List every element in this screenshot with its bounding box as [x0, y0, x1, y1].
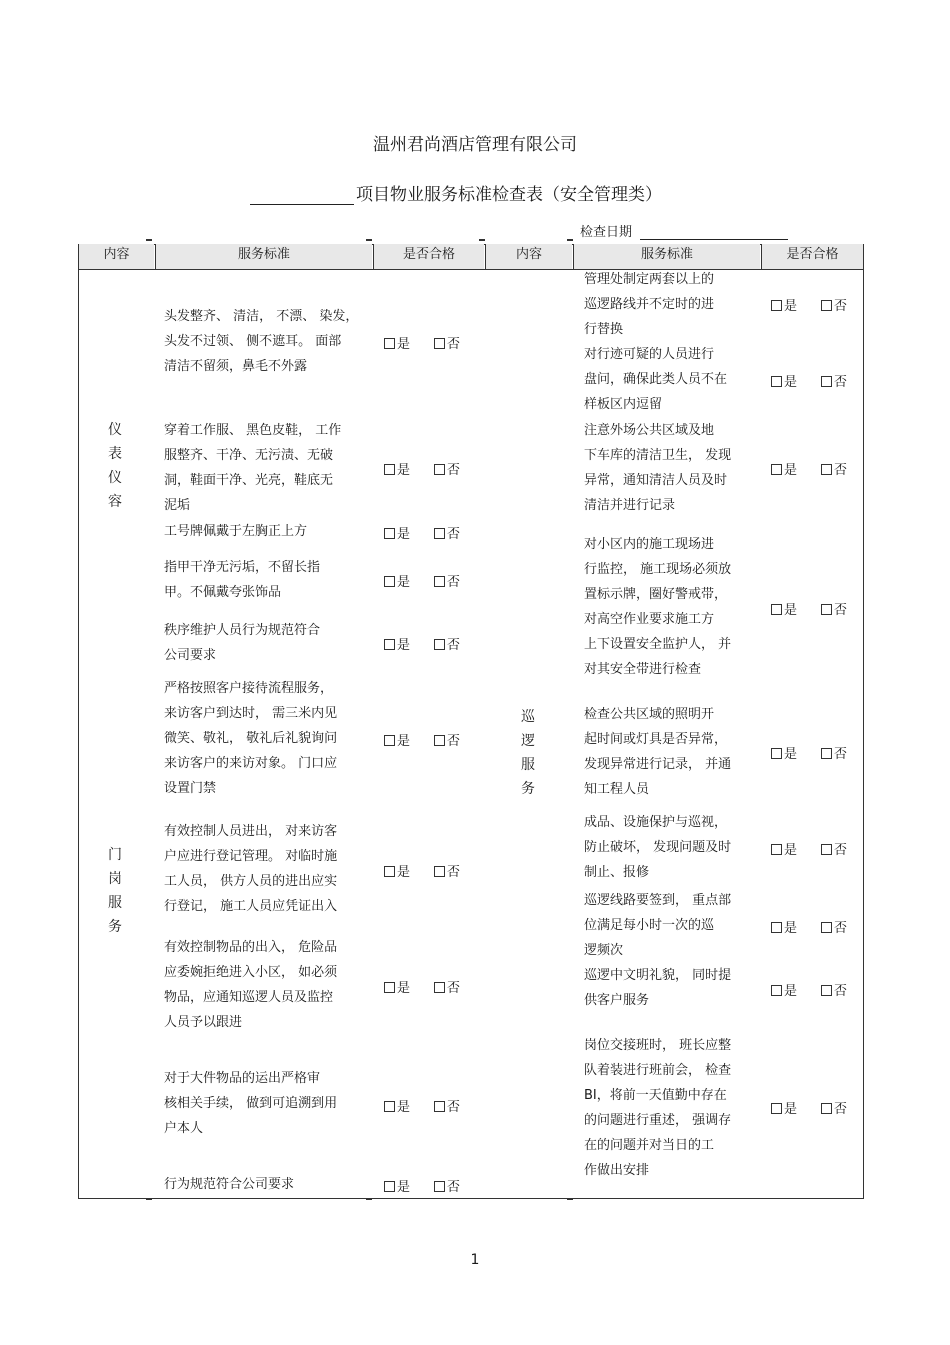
checkbox-square-icon: [821, 1103, 832, 1114]
standard-line: 有效控制物品的出入， 危险品: [164, 940, 338, 955]
header-standard-right: 服务标准: [574, 244, 760, 269]
standard-line: 洞，鞋面干净、光亮，鞋底无: [164, 473, 334, 488]
checkbox-label: 是: [784, 984, 798, 999]
standard-line: 巡逻中文明礼貌， 同时提: [584, 968, 732, 983]
standard-line: 来访客户到达时， 需三米内见: [164, 706, 338, 721]
checkbox-square-icon: [771, 844, 782, 855]
checkbox-label: 是: [397, 1100, 411, 1115]
checkbox-square-icon: [821, 604, 832, 615]
standard-line: 核相关手续， 做到可追溯到用: [164, 1096, 338, 1111]
project-name-blank[interactable]: [250, 186, 354, 205]
standard-text: [164, 819, 337, 919]
standard-line: 泥垢: [164, 498, 191, 513]
header-divider: [155, 244, 156, 269]
no-checkbox[interactable]: [821, 743, 847, 762]
standard-text: [164, 676, 337, 801]
checkbox-square-icon: [821, 300, 832, 311]
checkbox-label: 否: [447, 1100, 461, 1115]
checkbox-square-icon: [821, 464, 832, 475]
table-mark: [479, 239, 485, 241]
standard-line: 管理处制定两套以上的: [584, 272, 715, 287]
standard-line: 巡逻线路要签到， 重点部: [584, 893, 732, 908]
standard-line: 清洁不留须，鼻毛不外露: [164, 359, 308, 374]
no-checkbox[interactable]: [434, 634, 460, 653]
checkbox-label: 是: [397, 463, 411, 478]
standard-line: 头发整齐、 清洁， 不漂、 染发，: [164, 309, 359, 324]
standard-text: [584, 702, 731, 802]
standard-line: 逻频次: [584, 943, 624, 958]
checkbox-label: 是: [397, 981, 411, 996]
no-checkbox[interactable]: [821, 980, 847, 999]
standard-line: 检查公共区域的照明开: [584, 707, 715, 722]
yes-checkbox[interactable]: [384, 333, 410, 352]
checkbox-label: 是: [784, 747, 798, 762]
checkbox-square-icon: [771, 985, 782, 996]
checkbox-square-icon: [434, 338, 445, 349]
header-qualified-left: 是否合格: [374, 244, 484, 269]
table-mark: [567, 239, 573, 241]
date-label: 检查日期: [580, 225, 633, 240]
table-mark: [567, 1198, 573, 1200]
checkbox-square-icon: [771, 1103, 782, 1114]
standard-text: [584, 532, 731, 682]
standard-text: [164, 304, 358, 379]
page-number: 1: [470, 1252, 480, 1268]
checkbox-square-icon: [384, 639, 395, 650]
standard-text: [584, 418, 731, 518]
pass-check-group: [771, 1098, 847, 1117]
header-divider: [373, 244, 374, 269]
checkbox-square-icon: [384, 866, 395, 877]
standard-line: 行监控， 施工现场必须放: [584, 562, 732, 577]
checkbox-square-icon: [434, 866, 445, 877]
no-checkbox[interactable]: [434, 333, 460, 352]
yes-checkbox[interactable]: [384, 459, 410, 478]
no-checkbox[interactable]: [821, 459, 847, 478]
checkbox-label: 否: [447, 463, 461, 478]
pass-check-group: [771, 599, 847, 618]
checkbox-label: 是: [397, 337, 411, 352]
header-bottom-rule: [78, 269, 864, 270]
checkbox-square-icon: [384, 1181, 395, 1192]
standard-line: 有效控制人员进出， 对来访客: [164, 824, 338, 839]
table-mark: [146, 1198, 152, 1200]
no-checkbox[interactable]: [434, 1176, 460, 1195]
checkbox-square-icon: [821, 985, 832, 996]
checkbox-label: 是: [397, 1180, 411, 1195]
checkbox-square-icon: [434, 1181, 445, 1192]
company-name: 温州君尚酒店管理有限公司: [373, 135, 577, 155]
no-checkbox[interactable]: [434, 730, 460, 749]
standard-line: 在的问题并对当日的工: [584, 1138, 715, 1153]
standard-line: 样板区内逗留: [584, 397, 663, 412]
yes-checkbox[interactable]: [771, 599, 797, 618]
standard-line: 上下设置安全监护人， 并: [584, 637, 732, 652]
checkbox-square-icon: [434, 639, 445, 650]
standard-text: [164, 1066, 337, 1141]
yes-checkbox[interactable]: [384, 977, 410, 996]
checkbox-label: 是: [784, 299, 798, 314]
header-content-right: 内容: [486, 244, 572, 269]
standard-line: 秩序维护人员行为规范符合: [164, 623, 321, 638]
checkbox-label: 是: [397, 575, 411, 590]
pass-check-group: [384, 730, 460, 749]
standard-line: 起时间或灯具是否异常，: [584, 732, 728, 747]
standard-line: 清洁并进行记录: [584, 498, 676, 513]
pass-check-group: [384, 634, 460, 653]
standard-line: 行为规范符合公司要求: [164, 1177, 295, 1192]
checkbox-label: 否: [447, 638, 461, 653]
standard-line: 对于大件物品的运出严格审: [164, 1071, 321, 1086]
standard-line: 对行迹可疑的人员进行: [584, 347, 715, 362]
section-patrol-service: 巡逻服务: [521, 709, 535, 797]
pass-check-group: [384, 1176, 460, 1195]
checkbox-label: 否: [834, 843, 848, 858]
checkbox-label: 否: [834, 375, 848, 390]
checkbox-square-icon: [821, 748, 832, 759]
standard-line: 的问题进行重述， 强调存: [584, 1113, 732, 1128]
checkbox-square-icon: [434, 982, 445, 993]
checkbox-label: 是: [784, 921, 798, 936]
checkbox-square-icon: [771, 464, 782, 475]
no-checkbox[interactable]: [821, 917, 847, 936]
standard-line: 指甲干净无污垢，不留长指: [164, 560, 321, 575]
checkbox-label: 否: [834, 747, 848, 762]
checkbox-label: 否: [447, 865, 461, 880]
form-title-text: 项目物业服务标准检查表（安全管理类）: [356, 185, 662, 205]
checkbox-label: 是: [784, 603, 798, 618]
standard-line: 巡逻路线并不定时的进: [584, 297, 715, 312]
yes-checkbox[interactable]: [384, 523, 410, 542]
yes-checkbox[interactable]: [771, 917, 797, 936]
standard-line: 人员予以跟进: [164, 1015, 243, 1030]
standard-line: 户本人: [164, 1121, 204, 1136]
section-appearance: 仪表仪容: [108, 422, 122, 510]
standard-text: [584, 342, 727, 417]
checkbox-square-icon: [821, 844, 832, 855]
standard-line: 甲。不佩戴夸张饰品: [164, 585, 282, 600]
checkbox-label: 否: [834, 1102, 848, 1117]
standard-line: 行登记， 施工人员应凭证出入: [164, 899, 338, 914]
yes-checkbox[interactable]: [771, 371, 797, 390]
checkbox-square-icon: [434, 1101, 445, 1112]
standard-line: 供客户服务: [584, 993, 650, 1008]
checkbox-label: 是: [784, 843, 798, 858]
checkbox-square-icon: [771, 376, 782, 387]
yes-checkbox[interactable]: [384, 634, 410, 653]
standard-text: [164, 618, 320, 668]
header-divider: [573, 244, 574, 269]
standard-line: 工号牌佩戴于左胸正上方: [164, 524, 308, 539]
section-gate-service: 门岗服务: [108, 847, 122, 935]
checkbox-label: 否: [447, 575, 461, 590]
checkbox-label: 否: [447, 337, 461, 352]
checkbox-label: 否: [834, 299, 848, 314]
standard-line: 对小区内的施工现场进: [584, 537, 715, 552]
standard-line: 异常，通知清洁人员及时: [584, 473, 728, 488]
standard-text: [584, 267, 714, 342]
date-blank[interactable]: [640, 226, 788, 240]
pass-check-group: [771, 459, 847, 478]
header-standard-left: 服务标准: [156, 244, 372, 269]
form-title: [250, 180, 662, 205]
no-checkbox[interactable]: [821, 839, 847, 858]
checkbox-label: 是: [784, 375, 798, 390]
checkbox-square-icon: [771, 604, 782, 615]
no-checkbox[interactable]: [821, 1098, 847, 1117]
pass-check-group: [384, 459, 460, 478]
pass-check-group: [771, 839, 847, 858]
pass-check-group: [384, 861, 460, 880]
yes-checkbox[interactable]: [384, 571, 410, 590]
standard-text: [164, 555, 320, 605]
checkbox-square-icon: [434, 464, 445, 475]
checkbox-square-icon: [771, 300, 782, 311]
checkbox-square-icon: [384, 338, 395, 349]
checkbox-label: 否: [447, 734, 461, 749]
pass-check-group: [771, 371, 847, 390]
standard-line: 工人员， 供方人员的进出应实: [164, 874, 338, 889]
no-checkbox[interactable]: [821, 295, 847, 314]
no-checkbox[interactable]: [434, 571, 460, 590]
checkbox-label: 是: [784, 463, 798, 478]
standard-line: 服整齐、干净、无污渍、无破: [164, 448, 334, 463]
standard-text: [584, 888, 731, 963]
pass-check-group: [771, 743, 847, 762]
checkbox-square-icon: [821, 376, 832, 387]
pass-check-group: [384, 1096, 460, 1115]
standard-line: 防止破坏， 发现问题及时: [584, 840, 732, 855]
standard-text: [584, 810, 731, 885]
standard-line: 严格按照客户接待流程服务，: [164, 681, 334, 696]
standard-line: 盘问，确保此类人员不在: [584, 372, 728, 387]
standard-line: BI，将前一天值勤中存在: [584, 1088, 727, 1103]
standard-text: [164, 1172, 294, 1197]
header-qualified-right: 是否合格: [762, 244, 863, 269]
standard-text: [164, 519, 307, 544]
checkbox-square-icon: [384, 735, 395, 746]
checkbox-label: 否: [834, 603, 848, 618]
checkbox-square-icon: [821, 922, 832, 933]
yes-checkbox[interactable]: [384, 1176, 410, 1195]
standard-line: 对高空作业要求施工方: [584, 612, 715, 627]
no-checkbox[interactable]: [434, 459, 460, 478]
header-divider: [485, 244, 486, 269]
header-divider: [761, 244, 762, 269]
standard-line: 穿着工作服、 黑色皮鞋， 工作: [164, 423, 342, 438]
standard-line: 物品，应通知巡逻人员及监控: [164, 990, 334, 1005]
checkbox-square-icon: [434, 735, 445, 746]
standard-line: 置标示牌，圈好警戒带，: [584, 587, 728, 602]
checkbox-square-icon: [771, 922, 782, 933]
standard-text: [584, 1033, 731, 1183]
pass-check-group: [771, 980, 847, 999]
yes-checkbox[interactable]: [384, 861, 410, 880]
pass-check-group: [384, 977, 460, 996]
checkbox-square-icon: [384, 1101, 395, 1112]
standard-line: 应委婉拒绝进入小区， 如必须: [164, 965, 338, 980]
yes-checkbox[interactable]: [771, 295, 797, 314]
yes-checkbox[interactable]: [771, 743, 797, 762]
checkbox-square-icon: [384, 528, 395, 539]
standard-line: 公司要求: [164, 648, 217, 663]
checkbox-label: 是: [397, 865, 411, 880]
checkbox-square-icon: [434, 528, 445, 539]
standard-line: 来访客户的来访对象。 门口应: [164, 756, 338, 771]
header-content-left: 内容: [79, 244, 154, 269]
table-mark: [146, 239, 152, 241]
standard-text: [584, 963, 731, 1013]
pass-check-group: [384, 333, 460, 352]
checkbox-label: 是: [397, 527, 411, 542]
pass-check-group: [384, 571, 460, 590]
standard-line: 头发不过领、 侧不遮耳。 面部: [164, 334, 342, 349]
checkbox-square-icon: [384, 576, 395, 587]
checkbox-label: 否: [834, 463, 848, 478]
yes-checkbox[interactable]: [771, 980, 797, 999]
no-checkbox[interactable]: [434, 523, 460, 542]
standard-text: [164, 418, 341, 518]
checkbox-label: 是: [397, 638, 411, 653]
standard-line: 发现异常进行记录， 并通: [584, 757, 732, 772]
standard-line: 成品、设施保护与巡视，: [584, 815, 728, 830]
checkbox-label: 否: [447, 981, 461, 996]
no-checkbox[interactable]: [434, 977, 460, 996]
standard-line: 知工程人员: [584, 782, 650, 797]
standard-line: 队着装进行班前会， 检查: [584, 1063, 732, 1078]
checkbox-square-icon: [771, 748, 782, 759]
checkbox-label: 否: [834, 921, 848, 936]
checkbox-square-icon: [384, 464, 395, 475]
standard-line: 作做出安排: [584, 1163, 650, 1178]
yes-checkbox[interactable]: [771, 839, 797, 858]
no-checkbox[interactable]: [434, 861, 460, 880]
pass-check-group: [771, 917, 847, 936]
table-mark: [366, 239, 372, 241]
checkbox-square-icon: [384, 982, 395, 993]
inspection-date: [580, 221, 788, 240]
yes-checkbox[interactable]: [771, 1098, 797, 1117]
standard-line: 岗位交接班时， 班长应整: [584, 1038, 732, 1053]
standard-line: 行替换: [584, 322, 624, 337]
standard-line: 对其安全带进行检查: [584, 662, 702, 677]
no-checkbox[interactable]: [821, 599, 847, 618]
yes-checkbox[interactable]: [384, 1096, 410, 1115]
standard-line: 设置门禁: [164, 781, 217, 796]
standard-line: 下车库的清洁卫生， 发现: [584, 448, 732, 463]
pass-check-group: [771, 295, 847, 314]
checkbox-label: 否: [447, 1180, 461, 1195]
yes-checkbox[interactable]: [384, 730, 410, 749]
standard-line: 户应进行登记管理。 对临时施: [164, 849, 338, 864]
checkbox-label: 是: [784, 1102, 798, 1117]
checkbox-label: 否: [834, 984, 848, 999]
table-mark: [366, 1198, 372, 1200]
standard-line: 位满足每小时一次的巡: [584, 918, 715, 933]
checkbox-label: 是: [397, 734, 411, 749]
standard-text: [164, 935, 337, 1035]
pass-check-group: [384, 523, 460, 542]
checkbox-label: 否: [447, 527, 461, 542]
standard-line: 注意外场公共区域及地: [584, 423, 715, 438]
no-checkbox[interactable]: [434, 1096, 460, 1115]
yes-checkbox[interactable]: [771, 459, 797, 478]
checkbox-square-icon: [434, 576, 445, 587]
standard-line: 制止、报修: [584, 865, 650, 880]
standard-line: 微笑、敬礼， 敬礼后礼貌询问: [164, 731, 338, 746]
no-checkbox[interactable]: [821, 371, 847, 390]
